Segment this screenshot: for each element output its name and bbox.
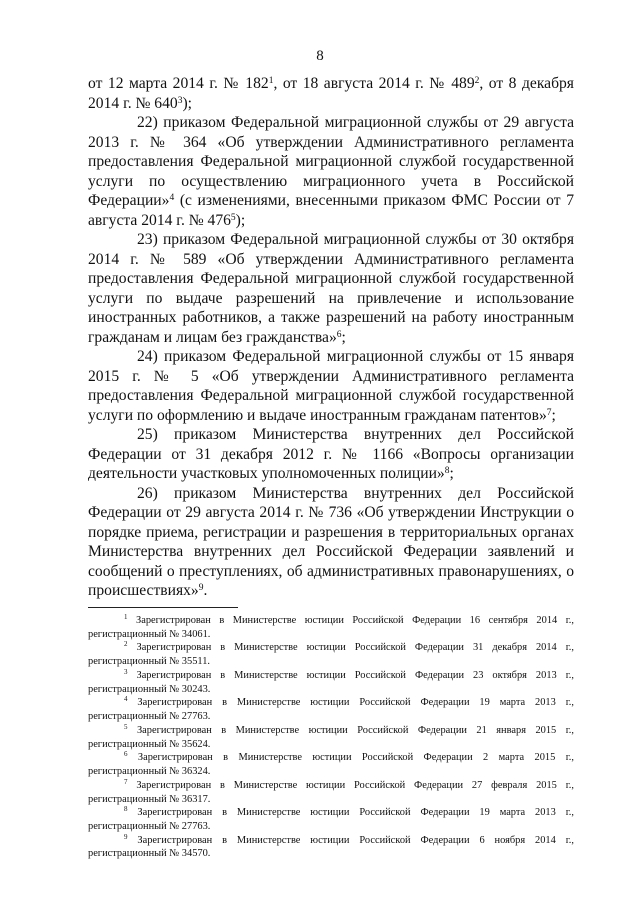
footnote-text: Зарегистрирован в Министерстве юстиции Российской Федерации 31 декабря 2014 г., регистрационный № 35511. <box>88 642 574 668</box>
paragraph-text: ; <box>449 465 454 482</box>
footnote-number: 8 <box>124 805 128 814</box>
footnote <box>88 806 574 833</box>
footnote-number: 5 <box>124 722 128 731</box>
paragraph-text: ; <box>551 406 556 424</box>
footnote-ref[interactable]: 5 <box>230 212 236 223</box>
footnote <box>88 834 574 861</box>
footnote-separator <box>88 607 238 608</box>
paragraph-text: от 12 марта 2014 г. № 182 <box>88 75 269 92</box>
paragraph-text: 26) приказом Министерства внутренних дел Российской Федерации от 29 августа 2014 г. № 736 «Об утверждении Инструкции о порядке приема, регистрации и разрешения в территориальных органах Министерства внутренних дел Российской Федерации заявлений и сообщений о преступлениях, об административных правонарушениях, о происшествиях» <box>88 484 574 599</box>
paragraph <box>88 484 574 601</box>
paragraph <box>88 347 574 425</box>
paragraph-text: ; <box>341 328 346 346</box>
paragraph <box>88 230 574 347</box>
paragraph <box>88 113 574 230</box>
paragraph-text: 23) приказом Федеральной миграционной службы от 30 октября 2014 г. № 589 «Об утверждении Административного регламента предоставления Федеральной миграционной службой государственной услуги по выдаче разрешений на привлечение и использование иностранных работников, а также разрешений на работу иностранным гражданам и лицам без гражданства» <box>88 231 574 346</box>
footnote <box>88 641 574 668</box>
footnote-text: Зарегистрирован в Министерстве юстиции Российской Федерации 16 сентября 2014 г., регистрационный № 34061. <box>88 615 574 640</box>
footnote-ref[interactable]: 1 <box>268 76 274 86</box>
footnote-ref[interactable]: 8 <box>444 466 450 476</box>
paragraph-text: 24) приказом Федеральной миграционной службы от 15 января 2015 г. № 5 «Об утверждении Административного регламента предоставления Федеральной миграционной службой государственной услуги по оформлению и выдаче иностранным гражданам патентов» <box>88 348 574 424</box>
paragraph-text: 25) приказом Министерства внутренних дел Российской Федерации от 31 декабря 2012 г. № 1166 «Вопросы организации деятельности участковых уполномоченных полиции» <box>88 426 574 482</box>
footnote-ref[interactable]: 4 <box>169 193 175 203</box>
footnote-text: Зарегистрирован в Министерстве юстиции Российской Федерации 27 февраля 2015 г., регистрационный № 36317. <box>88 779 574 805</box>
footnote-number: 1 <box>124 613 128 621</box>
footnote-number: 2 <box>124 640 128 649</box>
paragraph-text: ); <box>235 211 246 229</box>
paragraph-text: 22) приказом Федеральной миграционной службы от 29 августа 2013 г. № 364 «Об утверждении Административного регламента предоставления Федеральной миграционной службой государственной услуги по осуществлению миграционного учета в Российской Федерации» <box>88 114 574 209</box>
footnote-ref[interactable]: 3 <box>177 95 183 106</box>
paragraph-text: ); <box>182 94 192 112</box>
footnote-text: Зарегистрирован в Министерстве юстиции Российской Федерации 2 марта 2015 г., регистрационный № 36324. <box>88 752 574 778</box>
footnote-number: 7 <box>124 777 128 786</box>
footnote <box>88 724 574 751</box>
paragraph-text: , от 18 августа 2014 г. № 489 <box>273 75 475 92</box>
footnote-text: Зарегистрирован в Министерстве юстиции Российской Федерации 21 января 2015 г., регистрационный № 35624. <box>88 724 574 750</box>
paragraph-text: (с изменениями, внесенными приказом ФМС России от 7 августа 2014 г. № 476 <box>88 192 574 229</box>
footnotes <box>88 614 574 861</box>
footnote-text: Зарегистрирован в Министерстве юстиции Российской Федерации 23 октября 2013 г., регистрационный № 30243. <box>88 669 574 695</box>
footnote <box>88 696 574 723</box>
footnote-ref[interactable]: 7 <box>546 407 552 418</box>
footnote-number: 9 <box>124 832 128 841</box>
footnote-number: 6 <box>124 750 128 759</box>
paragraph <box>88 425 574 484</box>
footnote-ref[interactable]: 6 <box>336 329 342 340</box>
footnote <box>88 669 574 696</box>
paragraph-text: , от 8 декабря 2014 г. № 640 <box>88 75 574 112</box>
footnote-ref[interactable]: 9 <box>198 583 204 593</box>
footnote-ref[interactable]: 2 <box>474 76 480 86</box>
footnote <box>88 614 574 641</box>
footnote-text: Зарегистрирован в Министерстве юстиции Российской Федерации 6 ноября 2014 г., регистрационный № 34570. <box>88 834 574 860</box>
footnote-text: Зарегистрирован в Министерстве юстиции Российской Федерации 19 марта 2013 г., регистрационный № 27763. <box>88 807 574 832</box>
footnote-number: 3 <box>124 667 128 676</box>
footnote <box>88 751 574 778</box>
footnote <box>88 779 574 806</box>
paragraph <box>88 74 574 113</box>
footnote-text: Зарегистрирован в Министерстве юстиции Российской Федерации 19 марта 2013 г., регистрационный № 27763. <box>88 697 574 723</box>
footnote-number: 4 <box>124 695 128 704</box>
paragraph-text: . <box>203 582 208 599</box>
document-body <box>88 74 574 601</box>
page-number: 8 <box>316 48 324 64</box>
